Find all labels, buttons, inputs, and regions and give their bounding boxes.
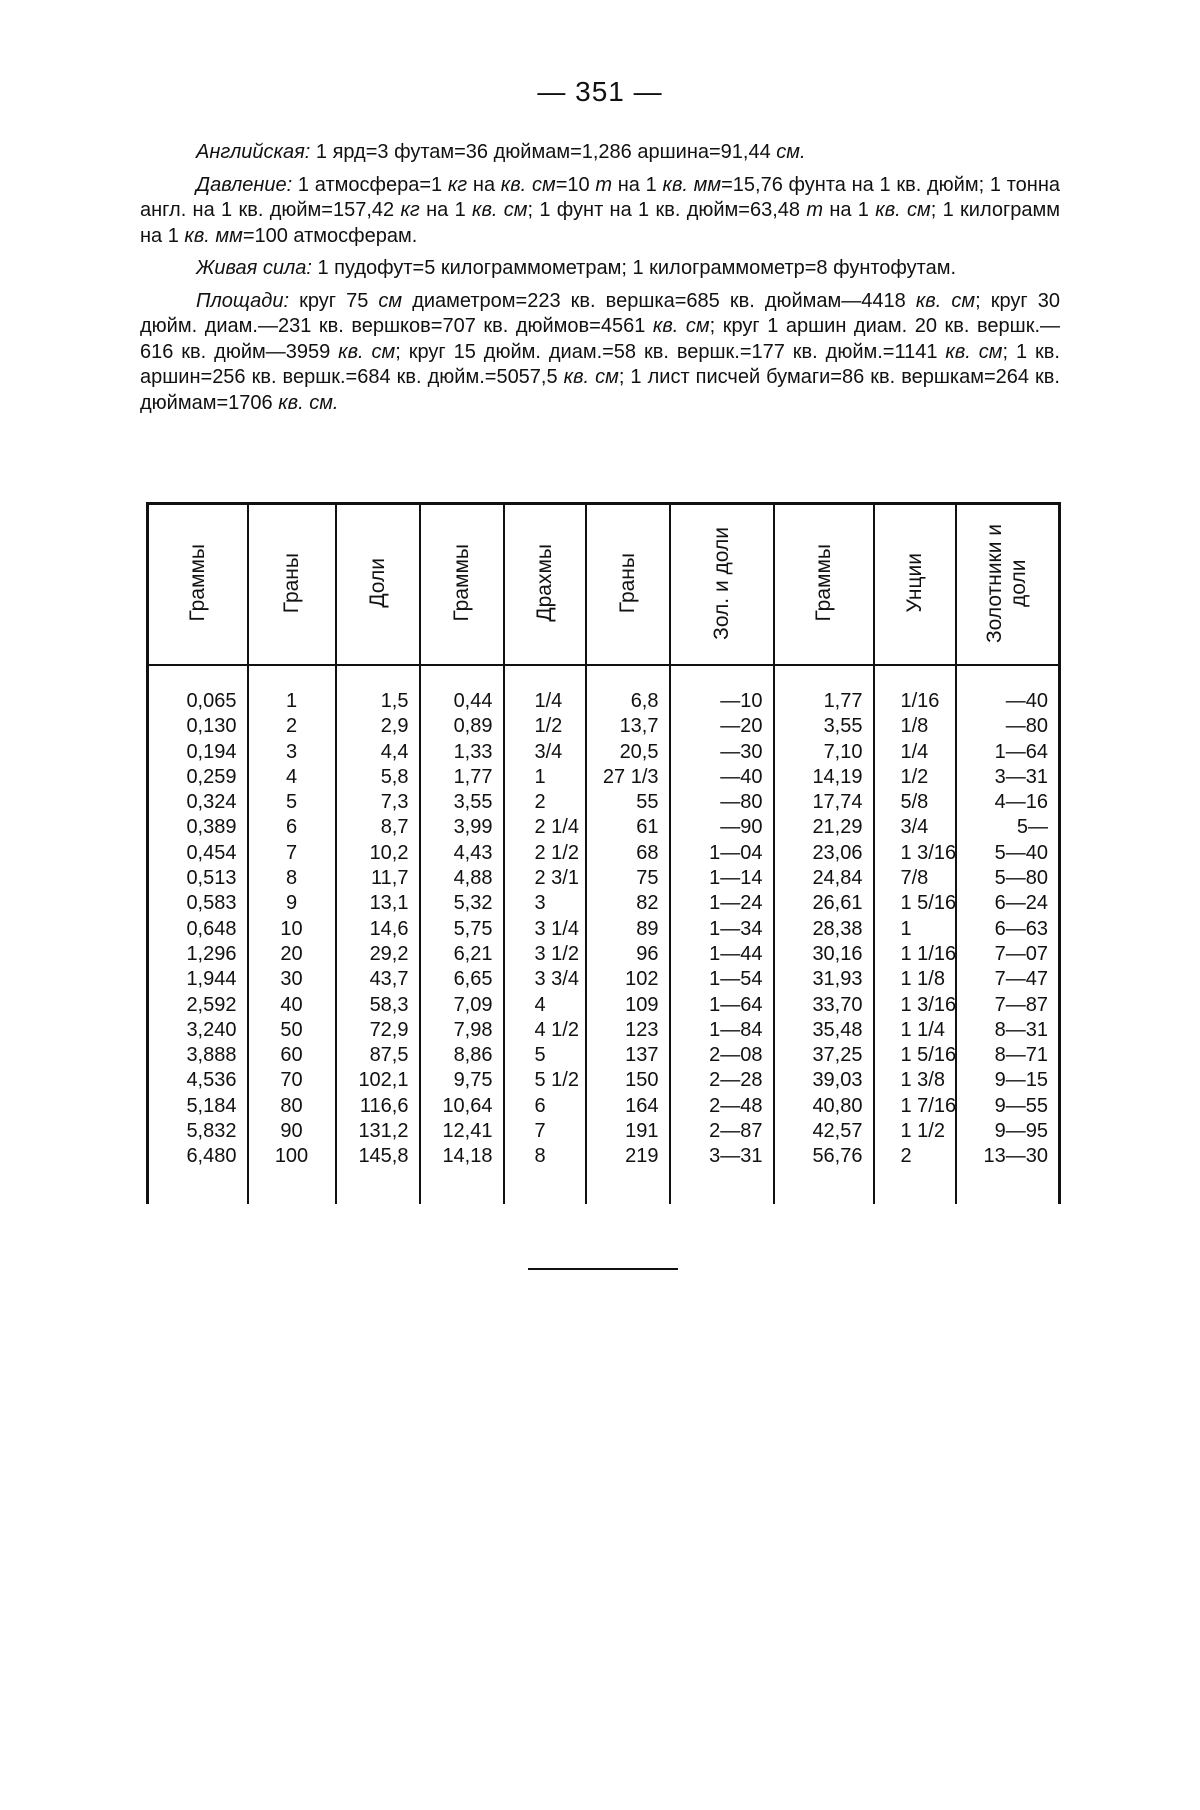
table-cell: 7—07 xyxy=(994,942,1048,965)
table-cell: 4,4 xyxy=(380,740,409,763)
column-header xyxy=(336,502,420,664)
table-cell: 1 xyxy=(534,765,546,788)
column-header-label: Золотники и доли xyxy=(983,523,1031,643)
table-cell: 0,513 xyxy=(186,867,237,890)
column-header xyxy=(420,502,504,664)
table-cell: 5—80 xyxy=(994,867,1048,890)
table-cell: —80 xyxy=(1005,715,1048,738)
note-unit: кв. см. xyxy=(278,391,339,414)
table-cell: 3/4 xyxy=(534,740,563,763)
table-cell: 90 xyxy=(280,1120,303,1143)
table-cell: 191 xyxy=(625,1120,659,1143)
table-column xyxy=(586,664,670,1204)
table-cell: 1—34 xyxy=(709,917,763,940)
table-cell: 0,454 xyxy=(186,841,237,864)
table-cell: 72,9 xyxy=(369,1018,409,1041)
note-text: ; круг 15 дюйм. диам.=58 кв. вершк.=177 кв. дюйм.=1141 xyxy=(395,340,946,363)
table-cell: —40 xyxy=(720,765,763,788)
note-term: Живая сила: xyxy=(196,257,312,279)
table-cell: 1,296 xyxy=(186,942,237,965)
table-cell: 150 xyxy=(625,1069,659,1092)
page-number: — 351 — xyxy=(537,76,663,107)
table-cell: 1 3/16 xyxy=(900,841,957,864)
table-cell: 7—47 xyxy=(994,968,1048,991)
table-cell: —20 xyxy=(720,715,763,738)
note-unit: кв. см xyxy=(563,366,619,388)
table-cell: 5,75 xyxy=(453,917,493,940)
table-cell: 164 xyxy=(625,1094,659,1117)
table-cell: 24,84 xyxy=(812,867,863,890)
table-cell: 0,389 xyxy=(186,816,237,839)
column-header xyxy=(148,502,248,664)
table-cell: 10 xyxy=(280,917,303,940)
table-cell: 1 5/16 xyxy=(900,1044,957,1067)
table-cell: 8—31 xyxy=(994,1018,1048,1041)
table-cell: 4 xyxy=(285,765,298,788)
table-cell: 145,8 xyxy=(358,1145,409,1168)
table-cell: 14,19 xyxy=(812,765,863,788)
table-cell: 5 1/2 xyxy=(534,1069,579,1092)
table-cell: 55 xyxy=(636,791,659,814)
table-cell: 37,25 xyxy=(812,1044,863,1067)
table-cell: 1—14 xyxy=(709,867,763,890)
note-unit: т xyxy=(806,199,824,221)
column-header-label: Унции xyxy=(902,553,926,613)
column-header xyxy=(774,502,874,664)
table-cell: 2,592 xyxy=(186,993,237,1016)
column-header-label: Граны xyxy=(279,552,303,614)
table-cell: 5,832 xyxy=(186,1120,237,1143)
table-cell: 0,065 xyxy=(186,690,237,712)
note-text: на 1 xyxy=(612,173,663,196)
note-paragraph xyxy=(140,256,1060,282)
note-unit: кв. см xyxy=(500,173,556,196)
conversion-notes xyxy=(140,140,1060,423)
table-cell: 3 3/4 xyxy=(534,968,579,991)
table-cell: 1 xyxy=(900,917,912,940)
table-cell: 1/2 xyxy=(534,715,563,738)
table-top-rule xyxy=(146,502,1058,505)
table-cell: —40 xyxy=(1005,690,1048,712)
note-term: Английская: xyxy=(196,141,311,163)
table-cell: 68 xyxy=(636,841,659,864)
table-cell: 0,648 xyxy=(186,917,237,940)
table-cell: 13—30 xyxy=(983,1145,1048,1168)
note-text: ; 1 фунт на 1 кв. дюйм=63,48 xyxy=(527,199,807,221)
note-unit: кв. см xyxy=(875,199,931,221)
column-header xyxy=(670,502,774,664)
table-cell: 28,38 xyxy=(812,917,863,940)
table-cell: 5,32 xyxy=(453,892,493,915)
table-cell: 0,89 xyxy=(453,715,493,738)
table-column xyxy=(148,664,248,1204)
table-cell: 61 xyxy=(636,816,659,839)
table-cell: 82 xyxy=(636,892,659,915)
table-cell: 75 xyxy=(636,867,659,890)
table-cell: 0,44 xyxy=(453,690,493,712)
table-cell: 10,2 xyxy=(369,841,409,864)
table-header-row xyxy=(148,502,1060,664)
table-cell: 2—87 xyxy=(709,1120,763,1143)
note-term: Площади: xyxy=(196,289,289,312)
table-cell: 7,3 xyxy=(380,791,409,814)
table-cell: 6,8 xyxy=(630,690,659,712)
table-cell: 4,536 xyxy=(186,1069,237,1092)
table-cell: 30 xyxy=(280,968,303,991)
table-cell: 123 xyxy=(625,1018,659,1041)
note-unit: кв. см xyxy=(338,340,396,363)
table-cell: 8 xyxy=(285,867,298,890)
table-cell: 4 xyxy=(534,993,546,1016)
note-unit: кв. см xyxy=(652,315,710,337)
table-cell: 8,86 xyxy=(453,1044,493,1067)
table-cell: 9,75 xyxy=(453,1069,493,1092)
table-cell: 9—55 xyxy=(994,1094,1048,1117)
table-cell: 1—84 xyxy=(709,1018,763,1041)
table-cell: 58,3 xyxy=(369,993,409,1016)
note-unit: кв. см xyxy=(945,340,1003,363)
table-cell: 23,06 xyxy=(812,841,863,864)
table-cell: 4,43 xyxy=(453,841,493,864)
table-cell: 3,99 xyxy=(453,816,493,839)
table-cell: 2 3/1 xyxy=(534,867,579,890)
table-cell: 0,130 xyxy=(186,715,237,738)
table-cell: —90 xyxy=(720,816,763,839)
table-cell: 8,7 xyxy=(380,816,409,839)
table-cell: 60 xyxy=(280,1044,303,1067)
note-text: на xyxy=(467,173,501,196)
table-cell: —10 xyxy=(720,690,763,712)
table-cell: 7/8 xyxy=(900,867,929,890)
table-cell: 6—24 xyxy=(994,892,1048,915)
table-cell: 3 1/2 xyxy=(534,942,579,965)
table-cell: 2 1/4 xyxy=(534,816,579,839)
table-cell: 1,77 xyxy=(823,690,863,712)
table-cell: 27 1/3 xyxy=(602,765,659,788)
column-header xyxy=(504,502,586,664)
table-column xyxy=(336,664,420,1204)
table-cell: 4—16 xyxy=(994,791,1048,814)
table-cell: 3,888 xyxy=(186,1044,237,1067)
table-cell: 102,1 xyxy=(358,1069,409,1092)
table-header-rule xyxy=(146,664,1058,666)
table-cell: 6,21 xyxy=(453,942,493,965)
table-cell: 2 1/2 xyxy=(534,841,579,864)
note-text: 1 атмосфера=1 xyxy=(292,173,448,196)
column-header-label: Доли xyxy=(365,558,389,608)
note-text: ; круг 30 дюйм. диам.—231 кв. вершков=707 кв. дюймов=4561 xyxy=(140,289,1060,337)
table-cell: 3/4 xyxy=(900,816,929,839)
note-unit: см. xyxy=(776,141,806,163)
table-cell: 1—54 xyxy=(709,968,763,991)
table-cell: 1/8 xyxy=(900,715,929,738)
column-header xyxy=(874,502,956,664)
table-cell: 5 xyxy=(285,791,298,814)
note-text: ; 1 килограмм на 1 xyxy=(140,199,1061,247)
table-cell: 13,7 xyxy=(619,715,659,738)
table-cell: 4 1/2 xyxy=(534,1018,579,1041)
column-header-label: Зол. и доли xyxy=(709,526,733,640)
table-cell: 89 xyxy=(636,917,659,940)
note-text: круг 75 xyxy=(289,289,379,312)
table-cell: 7,98 xyxy=(453,1018,493,1041)
table-cell: 102 xyxy=(625,968,659,991)
table-cell: 0,324 xyxy=(186,791,237,814)
table-cell: 9 xyxy=(285,892,298,915)
table-cell: 2 xyxy=(534,791,546,814)
note-unit: кв. мм xyxy=(184,224,243,247)
table-cell: 1,5 xyxy=(380,690,409,712)
table-cell: 9—95 xyxy=(994,1120,1048,1143)
table-cell: 3,55 xyxy=(823,715,863,738)
table-cell: 6 xyxy=(285,816,298,839)
table-cell: 13,1 xyxy=(369,892,409,915)
table-cell: 1—64 xyxy=(994,740,1048,763)
table-cell: 6,480 xyxy=(186,1145,237,1168)
table-cell: 5—40 xyxy=(994,841,1048,864)
table-cell: 131,2 xyxy=(358,1120,409,1143)
table-cell: 21,29 xyxy=(812,816,863,839)
column-header-label: Драхмы xyxy=(532,544,556,622)
table-cell: 1—44 xyxy=(709,942,763,965)
table-cell: —30 xyxy=(720,740,763,763)
table-cell: 56,76 xyxy=(812,1145,863,1168)
table-cell: 43,7 xyxy=(369,968,409,991)
table-cell: 40,80 xyxy=(812,1094,863,1117)
table-cell: 31,93 xyxy=(812,968,863,991)
column-header xyxy=(586,502,670,664)
table-column xyxy=(420,664,504,1204)
table-cell: 0,583 xyxy=(186,892,237,915)
note-text: 1 ярд=3 футам=36 дюймам=1,286 аршина=91,44 xyxy=(310,141,777,163)
table-cell: 3 xyxy=(534,892,546,915)
note-text: =10 xyxy=(555,173,596,196)
table-cell: 80 xyxy=(280,1094,303,1117)
table-cell: 1 1/4 xyxy=(900,1018,945,1041)
table-cell: 1 1/2 xyxy=(900,1120,945,1143)
table-cell: 7 xyxy=(285,841,298,864)
column-header-label: Граммы xyxy=(449,544,473,622)
column-header xyxy=(248,502,336,664)
table-cell: 6—63 xyxy=(994,917,1048,940)
table-cell: 7—87 xyxy=(994,993,1048,1016)
note-unit: кг xyxy=(447,173,468,196)
note-text: =15,76 фунта на 1 кв. дюйм; 1 тонна англ. на 1 кв. дюйм=157,42 xyxy=(140,173,1061,221)
note-text: диаметром=223 кв. вершка=685 кв. дюймам—4418 xyxy=(402,289,916,312)
table-cell: 1/4 xyxy=(900,740,929,763)
table-cell: 20 xyxy=(280,942,303,965)
table-cell: 2 xyxy=(900,1145,912,1168)
table-cell: 11,7 xyxy=(371,867,409,890)
table-body-row xyxy=(148,664,1060,1204)
table-cell: 5— xyxy=(1016,816,1048,839)
table-cell: 2,9 xyxy=(380,715,409,738)
table-cell: 0,259 xyxy=(186,765,237,788)
table-cell: 6 xyxy=(534,1094,546,1117)
note-unit: кв. мм xyxy=(662,173,722,196)
table-cell: 1,77 xyxy=(453,765,493,788)
table-cell: 30,16 xyxy=(812,942,863,965)
table-cell: 109 xyxy=(625,993,659,1016)
table-cell: 3,240 xyxy=(186,1018,237,1041)
table-column xyxy=(670,664,774,1204)
table-cell: 5,184 xyxy=(186,1094,237,1117)
table-cell: 29,2 xyxy=(369,942,409,965)
note-paragraph xyxy=(140,140,1060,166)
conversion-table-block xyxy=(146,502,1061,1204)
note-unit: кг xyxy=(400,199,420,221)
table-cell: 5 xyxy=(534,1044,546,1067)
table-cell: 100 xyxy=(274,1145,309,1168)
table-cell: 1 1/8 xyxy=(900,968,945,991)
column-header-label: Граны xyxy=(615,552,639,614)
table-cell: 1 3/16 xyxy=(900,993,957,1016)
table-column xyxy=(504,664,586,1204)
table-column xyxy=(874,664,956,1204)
table-cell: 2—28 xyxy=(709,1069,763,1092)
table-cell: 2—08 xyxy=(709,1044,763,1067)
column-header-label: Граммы xyxy=(811,544,835,622)
note-text: на 1 xyxy=(419,199,473,221)
table-cell: 1,944 xyxy=(186,968,237,991)
note-text: на 1 xyxy=(823,199,876,221)
table-cell: 8 xyxy=(534,1145,546,1168)
note-text: ; 1 лист писчей бумаги=86 кв. вершкам=264 кв. дюймам=1706 xyxy=(140,366,1060,414)
table-cell: 3 xyxy=(285,740,298,763)
table-cell: 7 xyxy=(534,1120,546,1143)
table-cell: 1 1/16 xyxy=(900,942,957,965)
table-cell: 1—24 xyxy=(709,892,763,915)
table-cell: 3 1/4 xyxy=(534,917,579,940)
page-end-rule xyxy=(528,1268,678,1270)
table-cell: 6,65 xyxy=(453,968,493,991)
conversion-table xyxy=(146,502,1061,1204)
table-cell: 1/16 xyxy=(900,690,940,712)
column-header-label: Граммы xyxy=(185,544,209,622)
note-paragraph xyxy=(140,173,1060,250)
table-cell: 1/2 xyxy=(900,765,929,788)
note-text: ; круг 1 аршин диам. 20 кв. вершк.—616 кв. дюйм—3959 xyxy=(140,315,1060,363)
note-text: ; 1 кв. аршин=256 кв. вершк.=684 кв. дюйм.=5057,5 xyxy=(140,340,1060,388)
table-cell: 4,88 xyxy=(453,867,493,890)
table-cell: 3,55 xyxy=(453,791,493,814)
table-cell: 1 xyxy=(285,690,298,712)
table-cell: 87,5 xyxy=(369,1044,409,1067)
table-cell: 7,10 xyxy=(823,740,863,763)
table-cell: 26,61 xyxy=(812,892,863,915)
table-cell: 12,41 xyxy=(442,1120,493,1143)
table-cell: —80 xyxy=(720,791,763,814)
note-unit: кв. см xyxy=(472,199,528,221)
table-cell: 1 7/16 xyxy=(900,1094,957,1117)
table-cell: 9—15 xyxy=(994,1069,1048,1092)
table-column xyxy=(956,664,1060,1204)
table-cell: 1—64 xyxy=(709,993,763,1016)
table-cell: 7,09 xyxy=(453,993,493,1016)
table-cell: 1 5/16 xyxy=(900,892,957,915)
table-cell: 14,18 xyxy=(442,1145,493,1168)
table-cell: 33,70 xyxy=(812,993,863,1016)
table-cell: 10,64 xyxy=(442,1094,493,1117)
table-column xyxy=(248,664,336,1204)
table-cell: 70 xyxy=(280,1069,303,1092)
table-cell: 3—31 xyxy=(709,1145,763,1168)
column-header xyxy=(956,502,1060,664)
table-cell: 3—31 xyxy=(994,765,1048,788)
table-cell: 1—04 xyxy=(709,841,763,864)
table-cell: 116,6 xyxy=(359,1094,409,1117)
table-cell: 40 xyxy=(280,993,303,1016)
note-paragraph xyxy=(140,289,1060,417)
table-cell: 2—48 xyxy=(709,1094,763,1117)
table-cell: 50 xyxy=(280,1018,303,1041)
table-cell: 17,74 xyxy=(812,791,863,814)
note-term: Давление: xyxy=(196,173,293,196)
note-text: 1 пудофут=5 килограммометрам; 1 килограммометр=8 фунтофутам. xyxy=(311,257,957,279)
table-cell: 5/8 xyxy=(900,791,929,814)
table-cell: 35,48 xyxy=(812,1018,863,1041)
table-cell: 96 xyxy=(636,942,659,965)
table-cell: 14,6 xyxy=(369,917,409,940)
table-cell: 1 3/8 xyxy=(900,1069,945,1092)
note-unit: см xyxy=(378,289,403,312)
note-unit: кв. см xyxy=(915,289,976,312)
table-cell: 137 xyxy=(625,1044,659,1067)
table-cell: 39,03 xyxy=(812,1069,863,1092)
table-cell: 20,5 xyxy=(619,740,659,763)
table-cell: 5,8 xyxy=(380,765,409,788)
table-cell: 1/4 xyxy=(534,690,563,712)
table-cell: 2 xyxy=(285,715,298,738)
table-cell: 8—71 xyxy=(994,1044,1048,1067)
table-cell: 1,33 xyxy=(453,740,493,763)
table-cell: 0,194 xyxy=(186,740,237,763)
note-text: =100 атмосферам. xyxy=(242,224,418,247)
table-column xyxy=(774,664,874,1204)
table-cell: 219 xyxy=(625,1145,659,1168)
note-unit: т xyxy=(595,173,613,196)
table-cell: 42,57 xyxy=(812,1120,863,1143)
